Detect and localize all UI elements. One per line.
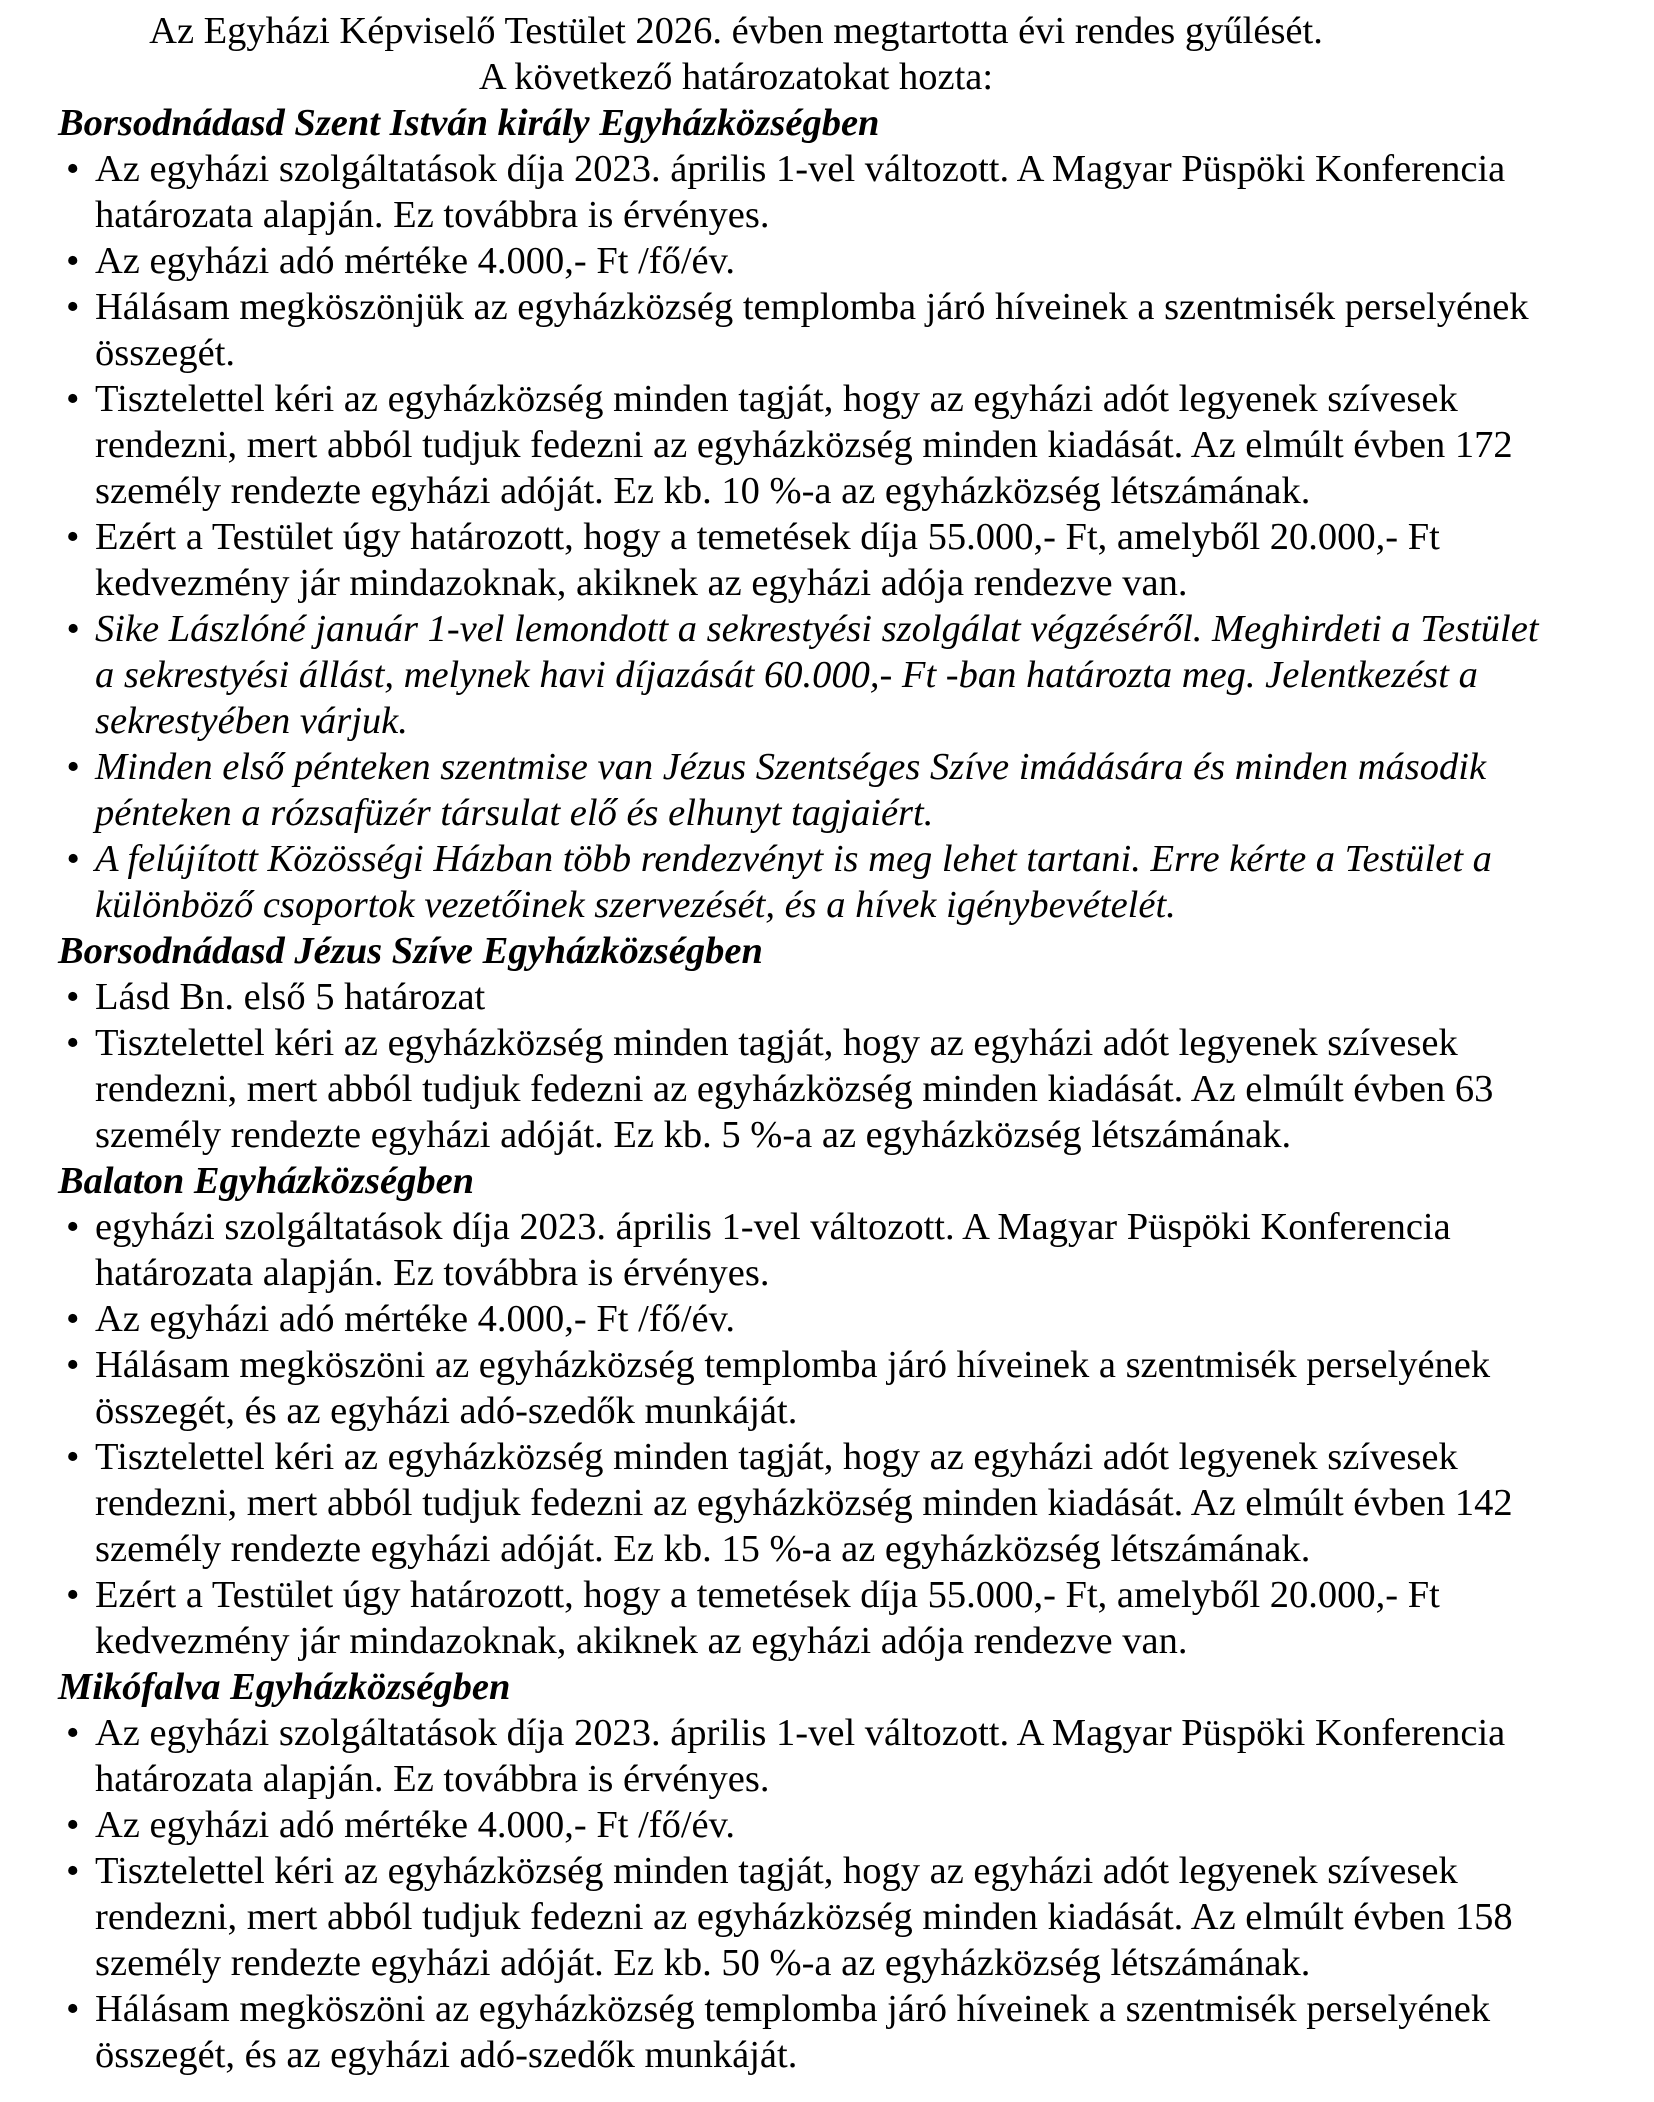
bullet-item [58,836,1564,928]
bullet-text: Tisztelettel kéri az egyházközség minden tagját, hogy az egyházi adót legyenek szívesek rendezni, mert abból tudjuk fedezni az egyházközség minden kiadását. Az elmúlt évben 158 személy rendezte egyházi adóját. Ez kb. 50 %-a az egyházközség létszámának. [95,1850,1513,1984]
bullet-text: Minden első pénteken szentmise van Jézus Szentséges Szíve imádására és minden második pénteken a rózsafüzér társulat elő és elhunyt tagjaiért. [95,746,1487,834]
section-heading: Borsodnádasd Szent István király Egyházközségben [58,102,880,144]
bullet-text: egyházi szolgáltatások díja 2023. április 1-vel változott. A Magyar Püspöki Konferencia határozata alapján. Ez továbbra is érvényes. [95,1206,1451,1294]
bullet-icon: • [66,838,80,880]
bullet-text: Hálásam megköszöni az egyházközség templomba járó híveinek a szentmisék perselyének összegét, és az egyházi adó-szedők munkáját. [95,1344,1491,1432]
bullet-item [58,1296,1564,1342]
bullet-item [58,1204,1564,1296]
bullet-text: Ezért a Testület úgy határozott, hogy a temetések díja 55.000,- Ft, amelyből 20.000,- Ft kedvezmény jár mindazoknak, akiknek az egyházi adója rendezve van. [95,516,1440,604]
bullet-icon: • [66,1574,80,1616]
bullet-icon: • [66,608,80,650]
bullet-item [58,1020,1564,1158]
bullet-icon: • [66,148,80,190]
bullet-text: Az egyházi szolgáltatások díja 2023. április 1-vel változott. A Magyar Püspöki Konferencia határozata alapján. Ez továbbra is érvényes. [95,148,1506,236]
bullet-item [58,1848,1564,1986]
bullet-text: Hálásam megköszönjük az egyházközség templomba járó híveinek a szentmisék perselyének összegét. [95,286,1529,374]
bullet-item [58,606,1564,744]
bullet-item [58,974,1564,1020]
bullet-text: Tisztelettel kéri az egyházközség minden tagját, hogy az egyházi adót legyenek szívesek rendezni, mert abból tudjuk fedezni az egyházközség minden kiadását. Az elmúlt évben 172 személy rendezte egyházi adóját. Ez kb. 10 %-a az egyházközség létszámának. [95,378,1513,512]
bullet-item [58,1342,1564,1434]
bullet-text: Az egyházi adó mértéke 4.000,- Ft /fő/év. [95,1298,736,1340]
bullet-text: Ezért a Testület úgy határozott, hogy a temetések díja 55.000,- Ft, amelyből 20.000,- Ft kedvezmény jár mindazoknak, akiknek az egyházi adója rendezve van. [95,1574,1440,1662]
bullet-text: A felújított Közösségi Házban több rendezvényt is meg lehet tartani. Erre kérte a Testület a különböző csoportok vezetőinek szervezését, és a hívek igénybevételét. [95,838,1492,926]
bullet-text: Az egyházi adó mértéke 4.000,- Ft /fő/év. [95,240,736,282]
bullet-item [58,514,1564,606]
bullet-icon: • [66,1850,80,1892]
document-body [58,100,1564,2078]
bullet-icon: • [66,378,80,420]
bullet-text: Tisztelettel kéri az egyházközség minden tagját, hogy az egyházi adót legyenek szívesek rendezni, mert abból tudjuk fedezni az egyházközség minden kiadását. Az elmúlt évben 63 személy rendezte egyházi adóját. Ez kb. 5 %-a az egyházközség létszámának. [95,1022,1494,1156]
bullet-text: Lásd Bn. első 5 határozat [95,976,486,1018]
bullet-icon: • [66,746,80,788]
bullet-item [58,238,1564,284]
bullet-item [58,1572,1564,1664]
bullet-text: Tisztelettel kéri az egyházközség minden tagját, hogy az egyházi adót legyenek szívesek rendezni, mert abból tudjuk fedezni az egyházközség minden kiadását. Az elmúlt évben 142 személy rendezte egyházi adóját. Ez kb. 15 %-a az egyházközség létszámának. [95,1436,1513,1570]
bullet-text: Az egyházi adó mértéke 4.000,- Ft /fő/év. [95,1804,736,1846]
bullet-icon: • [66,240,80,282]
document-title-line-2: A következő határozatokat hozta: [478,56,994,98]
bullet-item [58,1802,1564,1848]
bullet-item [58,1710,1564,1802]
bullet-text: Az egyházi szolgáltatások díja 2023. április 1-vel változott. A Magyar Püspöki Konferencia határozata alapján. Ez továbbra is érvényes. [95,1712,1506,1800]
bullet-icon: • [66,1436,80,1478]
bullet-icon: • [66,1988,80,2030]
bullet-item [58,146,1564,238]
bullet-icon: • [66,1298,80,1340]
bullet-item [58,1986,1564,2078]
bullet-icon: • [66,1022,80,1064]
bullet-text: Hálásam megköszöni az egyházközség templomba járó híveinek a szentmisék perselyének összegét, és az egyházi adó-szedők munkáját. [95,1988,1491,2076]
bullet-item [58,744,1564,836]
section-heading: Balaton Egyházközségben [58,1160,475,1202]
bullet-icon: • [66,286,80,328]
bullet-item [58,1434,1564,1572]
bullet-item [58,284,1564,376]
bullet-icon: • [66,1206,80,1248]
bullet-icon: • [66,1344,80,1386]
bullet-icon: • [66,1804,80,1846]
section-heading: Borsodnádasd Jézus Szíve Egyházközségben [58,930,763,972]
bullet-icon: • [66,976,80,1018]
bullet-icon: • [66,516,80,558]
document-title-line-1: Az Egyházi Képviselő Testület 2026. évben megtartotta évi rendes gyűlését. [149,10,1323,52]
bullet-item [58,376,1564,514]
bullet-text: Sike Lászlóné január 1-vel lemondott a sekrestyési szolgálat végzéséről. Meghirdeti a Testület a sekrestyési állást, melynek havi díjazását 60.000,- Ft -ban határozta meg. Jelentkezést a sekrestyében várjuk. [95,608,1539,742]
bullet-icon: • [66,1712,80,1754]
section-heading: Mikófalva Egyházközségben [58,1666,511,1708]
